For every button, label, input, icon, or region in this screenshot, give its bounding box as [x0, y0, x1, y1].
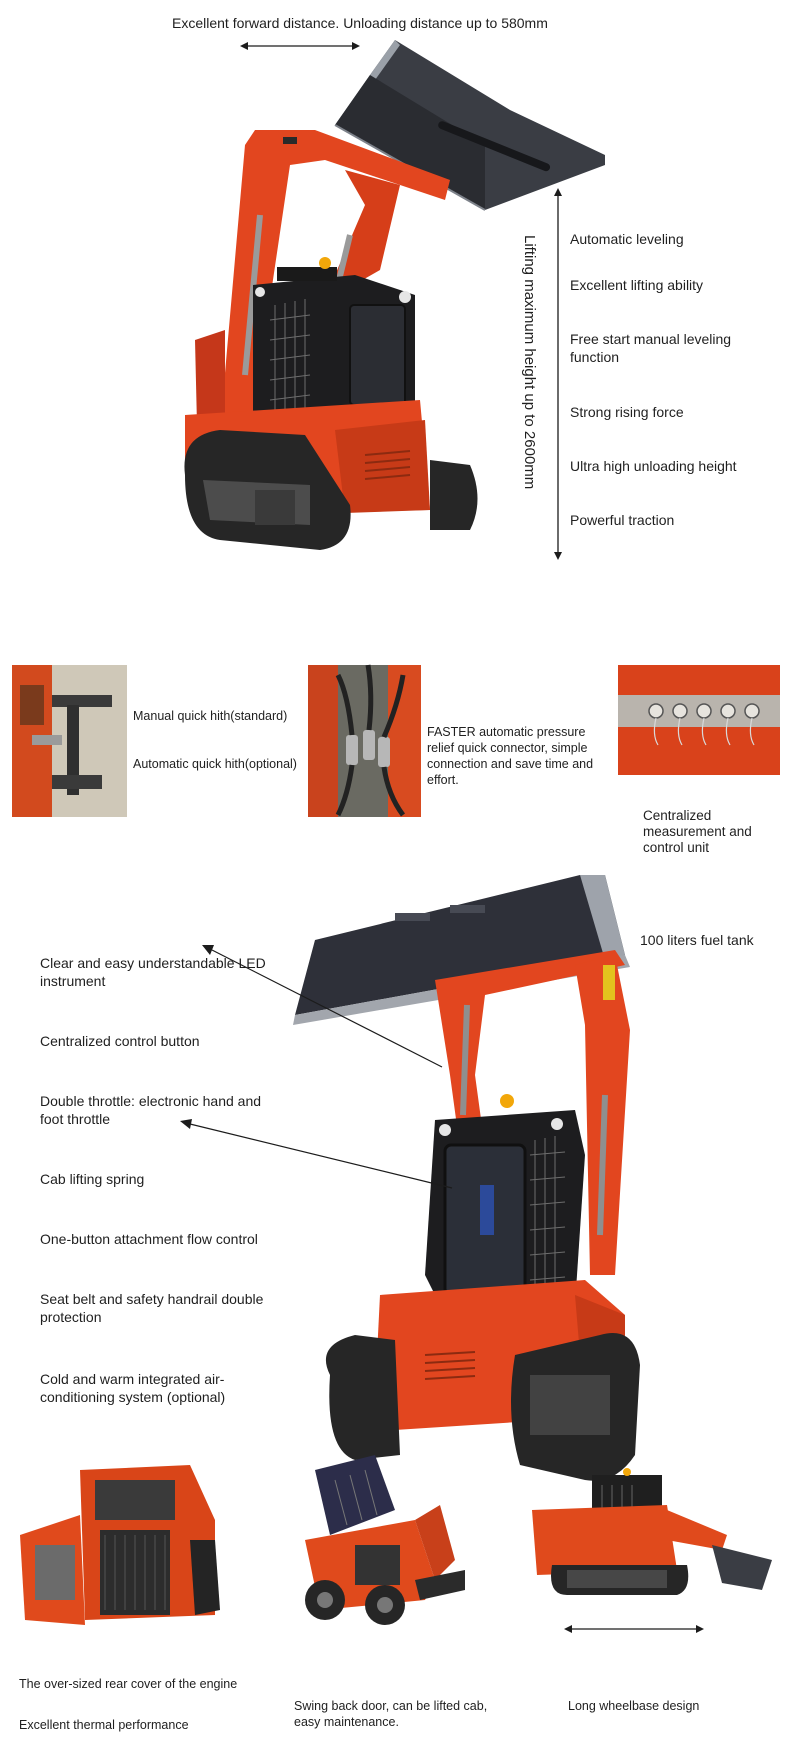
wheelbase-text: Long wheelbase design: [568, 1699, 700, 1713]
feature-unloading-height: Ultra high unloading height: [570, 458, 737, 474]
long-wheelbase-photo: [527, 1465, 780, 1600]
feature-flow-control: One-button attachment flow control: [40, 1231, 258, 1247]
faster-connector-text: FASTER automatic pressure relief quick connector, simple connection and save time and effort.: [427, 725, 594, 787]
feature-traction: Powerful traction: [570, 512, 675, 528]
control-unit-text: Centralized measurement and control unit: [643, 808, 752, 855]
feature-control-button: Centralized control button: [40, 1033, 200, 1049]
feature-air-conditioning: Cold and warm integrated air- conditioning system (optional): [40, 1371, 226, 1405]
feature-double-throttle: Double throttle: electronic hand and foot throttle: [40, 1093, 262, 1127]
cab-features-section: [0, 840, 800, 1460]
loader-lifted-illustration: [185, 35, 610, 615]
control-unit-photo: [618, 665, 780, 775]
feature-cab-spring: Cab lifting spring: [40, 1171, 145, 1187]
wheelbase-arrow: [564, 1623, 704, 1635]
quick-hitch-photo: [12, 665, 127, 817]
quick-hitch-standard-text: Manual quick hith(standard): [133, 709, 288, 723]
lift-height-arrow: [552, 188, 564, 560]
faster-connector-photo: [308, 665, 421, 817]
rear-cover-photo: [15, 1460, 220, 1625]
feature-seat-belt: Seat belt and safety handrail double protection: [40, 1291, 264, 1325]
feature-lifting-ability: Excellent lifting ability: [570, 277, 704, 293]
swing-door-photo: [295, 1450, 470, 1625]
feature-led-instrument: Clear and easy understandable LED instrument: [40, 955, 266, 989]
rear-cover-text: The over-sized rear cover of the engine: [19, 1677, 238, 1691]
thermal-text: Excellent thermal performance: [19, 1718, 189, 1732]
bottom-section: [0, 1440, 800, 1750]
feature-manual-leveling: Free start manual leveling function: [570, 331, 732, 365]
fuel-tank-text: 100 liters fuel tank: [640, 932, 754, 948]
lift-height-text: Lifting maximum height up to 2600mm: [521, 235, 538, 490]
feature-automatic-leveling: Automatic leveling: [570, 231, 684, 247]
quick-hitch-optional-text: Automatic quick hith(optional): [133, 757, 297, 771]
swing-door-text: Swing back door, can be lifted cab, easy maintenance.: [294, 1699, 488, 1729]
forward-distance-text: Excellent forward distance. Unloading distance up to 580mm: [172, 15, 548, 31]
feature-rising-force: Strong rising force: [570, 404, 684, 420]
hero-section: [0, 0, 800, 620]
